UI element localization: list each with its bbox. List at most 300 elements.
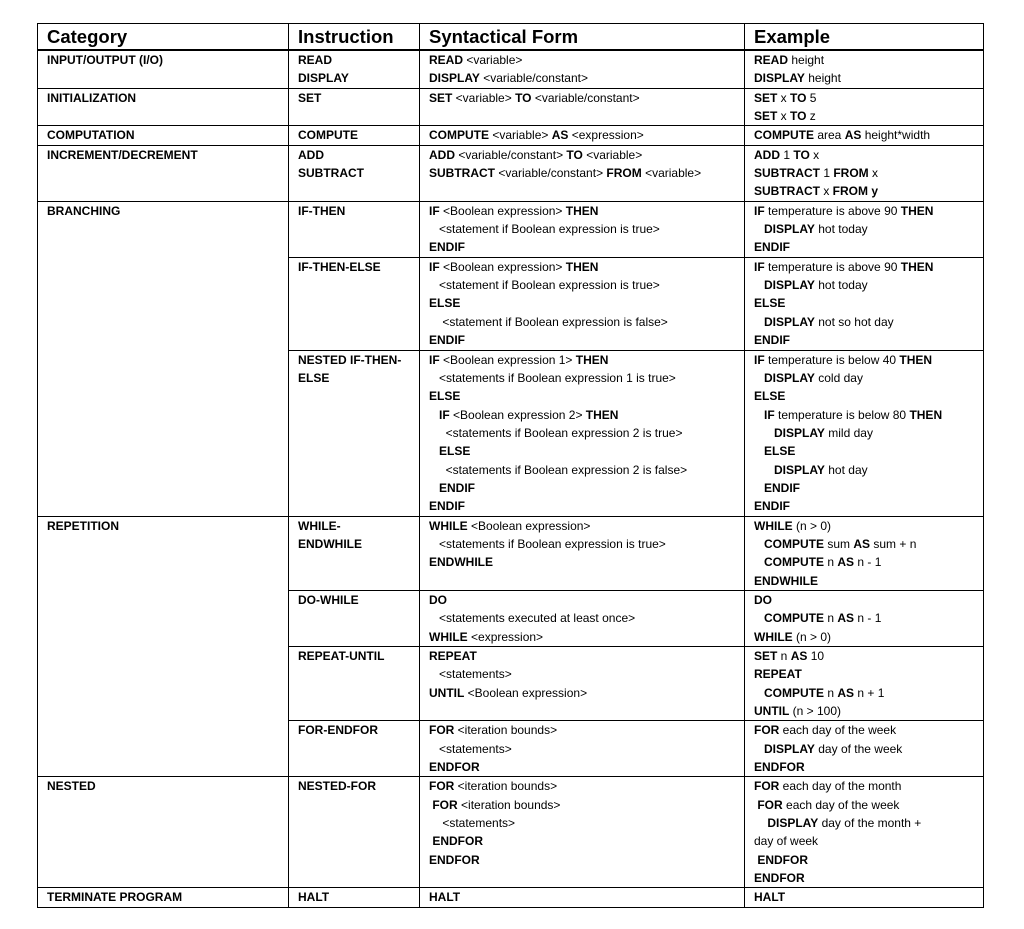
keyword-text: THEN	[899, 352, 933, 367]
keyword-text: FROM	[606, 166, 642, 181]
keyword-text: THEN	[909, 407, 943, 422]
plain-text: n - 1	[854, 611, 882, 626]
category-cell: REPETITION	[38, 516, 289, 777]
example-line	[754, 89, 983, 107]
keyword-text: TO	[566, 147, 583, 162]
example-line	[754, 572, 983, 590]
example-line	[754, 702, 983, 720]
form-line	[429, 479, 744, 497]
keyword-text: COMPUTE	[764, 685, 825, 700]
keyword-text: ENDWHILE	[429, 555, 493, 570]
table-row	[38, 777, 984, 888]
plain-text: temperature is below 40	[764, 352, 900, 367]
instruction-line: ENDWHILE	[298, 536, 362, 551]
example-line	[754, 202, 983, 220]
keyword-text: ENDIF	[429, 499, 465, 514]
keyword-text: ELSE	[429, 296, 461, 311]
example-line	[754, 796, 983, 814]
example-line	[754, 628, 983, 646]
syntactical-form-cell	[420, 590, 745, 646]
plain-text: (n > 100)	[789, 704, 842, 719]
plain-text: <statements if Boolean expression 2 is true>	[429, 425, 683, 440]
plain-text: <statements>	[429, 816, 516, 831]
form-line	[429, 220, 744, 238]
example-line	[754, 238, 983, 256]
keyword-text: DISPLAY	[764, 278, 815, 293]
example-line	[754, 331, 983, 349]
form-line	[429, 258, 744, 276]
category-cell: BRANCHING	[38, 201, 289, 516]
keyword-text: THEN	[565, 203, 599, 218]
category-cell: TERMINATE PROGRAM	[38, 888, 289, 907]
plain-text	[429, 481, 439, 495]
keyword-text: ENDFOR	[429, 760, 480, 775]
form-line	[429, 313, 744, 331]
instruction-cell	[289, 126, 420, 145]
keyword-text: SUBTRACT	[754, 184, 820, 199]
form-line	[429, 461, 744, 479]
form-line	[429, 276, 744, 294]
form-line	[429, 665, 744, 683]
form-line	[429, 406, 744, 424]
keyword-text: COMPUTE	[764, 611, 825, 626]
table-body	[38, 50, 984, 907]
syntactical-form-cell	[420, 126, 745, 145]
keyword-text: REPEAT	[429, 649, 477, 663]
keyword-text: IF	[754, 203, 765, 218]
keyword-text: ELSE	[754, 296, 786, 311]
keyword-text: SET	[754, 109, 778, 124]
keyword-text: SUBTRACT	[429, 166, 495, 181]
plain-text	[429, 408, 439, 422]
keyword-text: AS	[844, 128, 862, 143]
keyword-text: AS	[837, 685, 855, 700]
example-line	[754, 442, 983, 460]
plain-text: <expression>	[568, 128, 644, 143]
plain-text: (n > 0)	[792, 629, 832, 644]
example-line	[754, 814, 983, 832]
keyword-text: UNTIL	[429, 685, 465, 700]
syntactical-form-cell	[420, 50, 745, 88]
pseudocode-reference-table	[37, 23, 984, 908]
plain-text: <expression>	[467, 629, 544, 644]
example-line	[754, 497, 983, 515]
instruction-cell	[289, 88, 420, 126]
plain-text: temperature is above 90	[764, 203, 901, 218]
keyword-text: COMPUTE	[764, 555, 825, 570]
plain-text	[754, 686, 764, 700]
syntactical-form-cell	[420, 721, 745, 777]
instruction-cell	[289, 721, 420, 777]
instruction-line: IF-THEN-ELSE	[298, 259, 381, 274]
syntactical-form-cell	[420, 350, 745, 516]
plain-text: <variable/constant>	[531, 90, 640, 105]
form-line	[429, 553, 744, 571]
instruction-cell	[289, 257, 420, 350]
example-line	[754, 479, 983, 497]
keyword-text: DISPLAY	[764, 314, 815, 329]
keyword-text: DISPLAY	[764, 370, 815, 385]
example-line	[754, 553, 983, 571]
form-line	[429, 69, 744, 87]
example-cell	[745, 50, 984, 88]
keyword-text: AS	[551, 128, 569, 143]
table-row	[38, 126, 984, 145]
keyword-text: THEN	[575, 352, 609, 367]
plain-text: x	[777, 90, 791, 105]
plain-text	[754, 315, 764, 329]
plain-text: <Boolean expression 1>	[439, 352, 576, 367]
keyword-text: AS	[790, 649, 808, 663]
syntactical-form-cell	[420, 516, 745, 590]
instruction-cell	[289, 516, 420, 590]
example-line	[754, 740, 983, 758]
keyword-text: ELSE	[429, 389, 461, 404]
example-cell	[745, 721, 984, 777]
instruction-cell	[289, 590, 420, 646]
instruction-cell	[289, 201, 420, 257]
plain-text: (n > 0)	[792, 518, 832, 533]
keyword-text: TO	[793, 147, 810, 162]
example-line	[754, 164, 983, 182]
plain-text: <variable>	[463, 53, 523, 67]
keyword-text: ENDWHILE	[754, 573, 818, 588]
plain-text: <iteration bounds>	[454, 723, 558, 738]
keyword-text: SUBTRACT	[754, 166, 820, 181]
instruction-line: ELSE	[298, 370, 330, 385]
keyword-text: WHILE	[429, 629, 468, 644]
instruction-cell	[289, 888, 420, 907]
keyword-text: ENDIF	[429, 240, 465, 255]
plain-text: z	[806, 109, 816, 124]
keyword-text: DISPLAY	[764, 741, 815, 756]
plain-text: temperature is below 80	[774, 407, 910, 422]
example-line	[754, 888, 983, 906]
example-line	[754, 851, 983, 869]
plain-text: n	[824, 555, 838, 570]
table-row	[38, 145, 984, 201]
example-line	[754, 647, 983, 665]
keyword-text: DISPLAY	[754, 71, 805, 86]
instruction-line: NESTED-FOR	[298, 779, 376, 794]
plain-text: day of the week	[814, 741, 903, 756]
plain-text: 1	[780, 147, 794, 162]
example-line	[754, 832, 983, 850]
keyword-text: READ	[429, 53, 464, 67]
keyword-text: ELSE	[754, 389, 786, 404]
keyword-text: DISPLAY	[764, 222, 815, 237]
syntactical-form-cell	[420, 888, 745, 907]
plain-text: <iteration bounds>	[454, 779, 558, 794]
plain-text	[754, 222, 764, 236]
instruction-line: SUBTRACT	[298, 166, 364, 181]
keyword-text: FROM y	[832, 184, 879, 199]
plain-text: <statements executed at least once>	[429, 611, 636, 626]
example-line	[754, 684, 983, 702]
plain-text: temperature is above 90	[764, 259, 901, 274]
plain-text: not so hot day	[814, 314, 894, 329]
example-cell	[745, 257, 984, 350]
plain-text: day of the month +	[818, 816, 922, 831]
keyword-text: DO	[754, 592, 772, 607]
example-cell	[745, 88, 984, 126]
syntactical-form-cell	[420, 88, 745, 126]
keyword-text: DISPLAY	[774, 425, 825, 440]
keyword-text: ENDFOR	[757, 852, 809, 867]
example-line	[754, 51, 983, 69]
category-cell: INITIALIZATION	[38, 88, 289, 126]
plain-text: cold day	[814, 370, 863, 385]
plain-text: n	[777, 649, 791, 663]
plain-text: <Boolean expression 2>	[449, 407, 586, 422]
keyword-text: FOR	[757, 797, 783, 812]
keyword-text: COMPUTE	[764, 536, 825, 551]
instruction-cell	[289, 145, 420, 201]
form-line	[429, 387, 744, 405]
example-line	[754, 294, 983, 312]
plain-text: x	[868, 166, 879, 181]
plain-text: height	[804, 71, 841, 86]
example-line	[754, 758, 983, 776]
example-line	[754, 869, 983, 887]
keyword-text: FOR	[754, 723, 780, 738]
form-line	[429, 851, 744, 869]
keyword-text: IF	[754, 259, 765, 274]
example-line	[754, 609, 983, 627]
plain-text: <variable/constant>	[455, 147, 567, 162]
plain-text: <Boolean expression>	[439, 259, 566, 274]
plain-text	[754, 816, 767, 830]
form-line	[429, 517, 744, 535]
example-line	[754, 182, 983, 200]
plain-text: <variable>	[452, 90, 516, 105]
plain-text: <variable>	[582, 147, 643, 162]
plain-text	[754, 481, 764, 495]
keyword-text: HALT	[754, 890, 786, 905]
keyword-text: ENDIF	[754, 240, 790, 255]
keyword-text: ENDIF	[429, 333, 465, 348]
form-line	[429, 721, 744, 739]
plain-text: <statements>	[429, 741, 512, 756]
keyword-text: ADD	[754, 147, 780, 162]
example-cell	[745, 350, 984, 516]
form-line	[429, 164, 744, 182]
category-cell: INCREMENT/DECREMENT	[38, 145, 289, 201]
plain-text: <variable/constant>	[479, 71, 588, 86]
plain-text: hot today	[814, 278, 868, 293]
keyword-text: COMPUTE	[429, 128, 489, 143]
keyword-text: TO	[515, 90, 532, 105]
form-line	[429, 126, 744, 144]
plain-text: <variable>	[489, 128, 552, 143]
keyword-text: ENDIF	[764, 480, 801, 495]
form-line	[429, 758, 744, 776]
form-line	[429, 369, 744, 387]
plain-text: x	[777, 109, 791, 124]
header-syntactical-form: Syntactical Form	[420, 24, 745, 51]
example-line	[754, 591, 983, 609]
plain-text: area	[814, 128, 845, 143]
example-line	[754, 535, 983, 553]
keyword-text: IF	[429, 259, 440, 274]
table-row	[38, 888, 984, 907]
example-line	[754, 69, 983, 87]
keyword-text: SET	[754, 649, 778, 663]
plain-text: sum	[824, 536, 854, 551]
instruction-line: COMPUTE	[298, 128, 358, 143]
keyword-text: FOR	[432, 797, 458, 812]
example-line	[754, 258, 983, 276]
keyword-text: ENDIF	[754, 499, 790, 514]
plain-text: <variable>	[641, 166, 702, 181]
plain-text	[754, 537, 764, 551]
plain-text: height	[788, 53, 825, 67]
form-line	[429, 202, 744, 220]
category-cell: INPUT/OUTPUT (I/O)	[38, 50, 289, 88]
keyword-text: ENDIF	[754, 333, 790, 348]
keyword-text: ADD	[429, 147, 455, 162]
keyword-text: ENDFOR	[429, 852, 480, 867]
plain-text: <statement if Boolean expression is true>	[429, 278, 660, 293]
plain-text: <statements>	[429, 667, 512, 682]
instruction-line: DO-WHILE	[298, 592, 359, 607]
form-line	[429, 442, 744, 460]
plain-text: each day of the month	[779, 779, 902, 794]
keyword-text: WHILE	[754, 629, 793, 644]
plain-text: <statements if Boolean expression 2 is false>	[429, 462, 688, 477]
example-line	[754, 721, 983, 739]
category-cell: COMPUTATION	[38, 126, 289, 145]
form-line	[429, 832, 744, 850]
plain-text: n	[824, 685, 838, 700]
example-cell	[745, 647, 984, 721]
example-line	[754, 146, 983, 164]
form-line	[429, 331, 744, 349]
plain-text: sum + n	[870, 536, 917, 551]
keyword-text: SET	[429, 90, 453, 105]
keyword-text: ELSE	[764, 444, 796, 459]
instruction-line: FOR-ENDFOR	[298, 723, 378, 738]
header-category: Category	[38, 24, 289, 51]
plain-text: 10	[807, 649, 825, 663]
plain-text	[754, 371, 764, 385]
plain-text	[754, 426, 774, 440]
syntactical-form-cell	[420, 201, 745, 257]
plain-text: each day of the week	[782, 797, 900, 812]
keyword-text: THEN	[565, 259, 599, 274]
keyword-text: THEN	[900, 203, 934, 218]
keyword-text: DISPLAY	[774, 462, 825, 477]
syntactical-form-cell	[420, 777, 745, 888]
keyword-text: HALT	[429, 890, 461, 905]
example-cell	[745, 145, 984, 201]
plain-text: hot today	[814, 222, 868, 237]
syntactical-form-cell	[420, 257, 745, 350]
example-line	[754, 777, 983, 795]
plain-text: <Boolean expression>	[439, 203, 566, 218]
keyword-text: TO	[790, 109, 807, 124]
plain-text	[754, 444, 764, 458]
table-row	[38, 516, 984, 590]
plain-text: <Boolean expression>	[467, 518, 591, 533]
instruction-cell	[289, 50, 420, 88]
plain-text: height*width	[861, 128, 931, 143]
plain-text	[754, 463, 774, 477]
keyword-text: DISPLAY	[429, 71, 480, 86]
form-line	[429, 497, 744, 515]
form-line	[429, 351, 744, 369]
plain-text: each day of the week	[779, 723, 897, 738]
keyword-text: IF	[429, 203, 440, 218]
form-line	[429, 796, 744, 814]
plain-text: <Boolean expression>	[464, 685, 588, 700]
example-line	[754, 107, 983, 125]
instruction-line: NESTED IF-THEN-	[298, 352, 402, 367]
keyword-text: WHILE	[754, 518, 793, 533]
plain-text	[429, 444, 439, 458]
keyword-text: IF	[439, 407, 450, 422]
instruction-line: DISPLAY	[298, 71, 349, 86]
plain-text: <statement if Boolean expression is true>	[429, 222, 660, 237]
keyword-text: COMPUTE	[754, 128, 814, 143]
plain-text: n + 1	[854, 685, 885, 700]
table-row	[38, 88, 984, 126]
keyword-text: THEN	[585, 407, 619, 422]
keyword-text: ENDFOR	[754, 760, 805, 775]
form-line	[429, 238, 744, 256]
example-cell	[745, 590, 984, 646]
example-cell	[745, 777, 984, 888]
instruction-cell	[289, 350, 420, 516]
example-line	[754, 424, 983, 442]
syntactical-form-cell	[420, 647, 745, 721]
plain-text: <iteration bounds>	[457, 797, 561, 812]
keyword-text: THEN	[900, 259, 934, 274]
example-line	[754, 276, 983, 294]
plain-text	[754, 742, 764, 756]
keyword-text: AS	[853, 536, 871, 551]
example-line	[754, 406, 983, 424]
form-line	[429, 888, 744, 906]
example-line	[754, 220, 983, 238]
header-instruction: Instruction	[289, 24, 420, 51]
example-line	[754, 351, 983, 369]
plain-text	[754, 278, 764, 292]
form-line	[429, 647, 744, 665]
keyword-text: IF	[754, 352, 765, 367]
header-row	[38, 24, 984, 51]
keyword-text: DISPLAY	[767, 816, 819, 831]
instruction-cell	[289, 777, 420, 888]
keyword-text: IF	[764, 407, 775, 422]
keyword-text: ENDFOR	[432, 834, 484, 849]
header-example: Example	[745, 24, 984, 51]
form-line	[429, 684, 744, 702]
keyword-text: AS	[837, 555, 855, 570]
keyword-text: ELSE	[439, 444, 471, 459]
plain-text: n - 1	[854, 555, 882, 570]
form-line	[429, 628, 744, 646]
instruction-line: HALT	[298, 890, 330, 905]
form-line	[429, 51, 744, 69]
form-line	[429, 591, 744, 609]
keyword-text: FOR	[754, 779, 780, 794]
form-line	[429, 424, 744, 442]
plain-text: hot day	[824, 462, 868, 477]
syntactical-form-cell	[420, 145, 745, 201]
keyword-text: WHILE	[429, 518, 468, 533]
instruction-line: ADD	[298, 147, 324, 162]
